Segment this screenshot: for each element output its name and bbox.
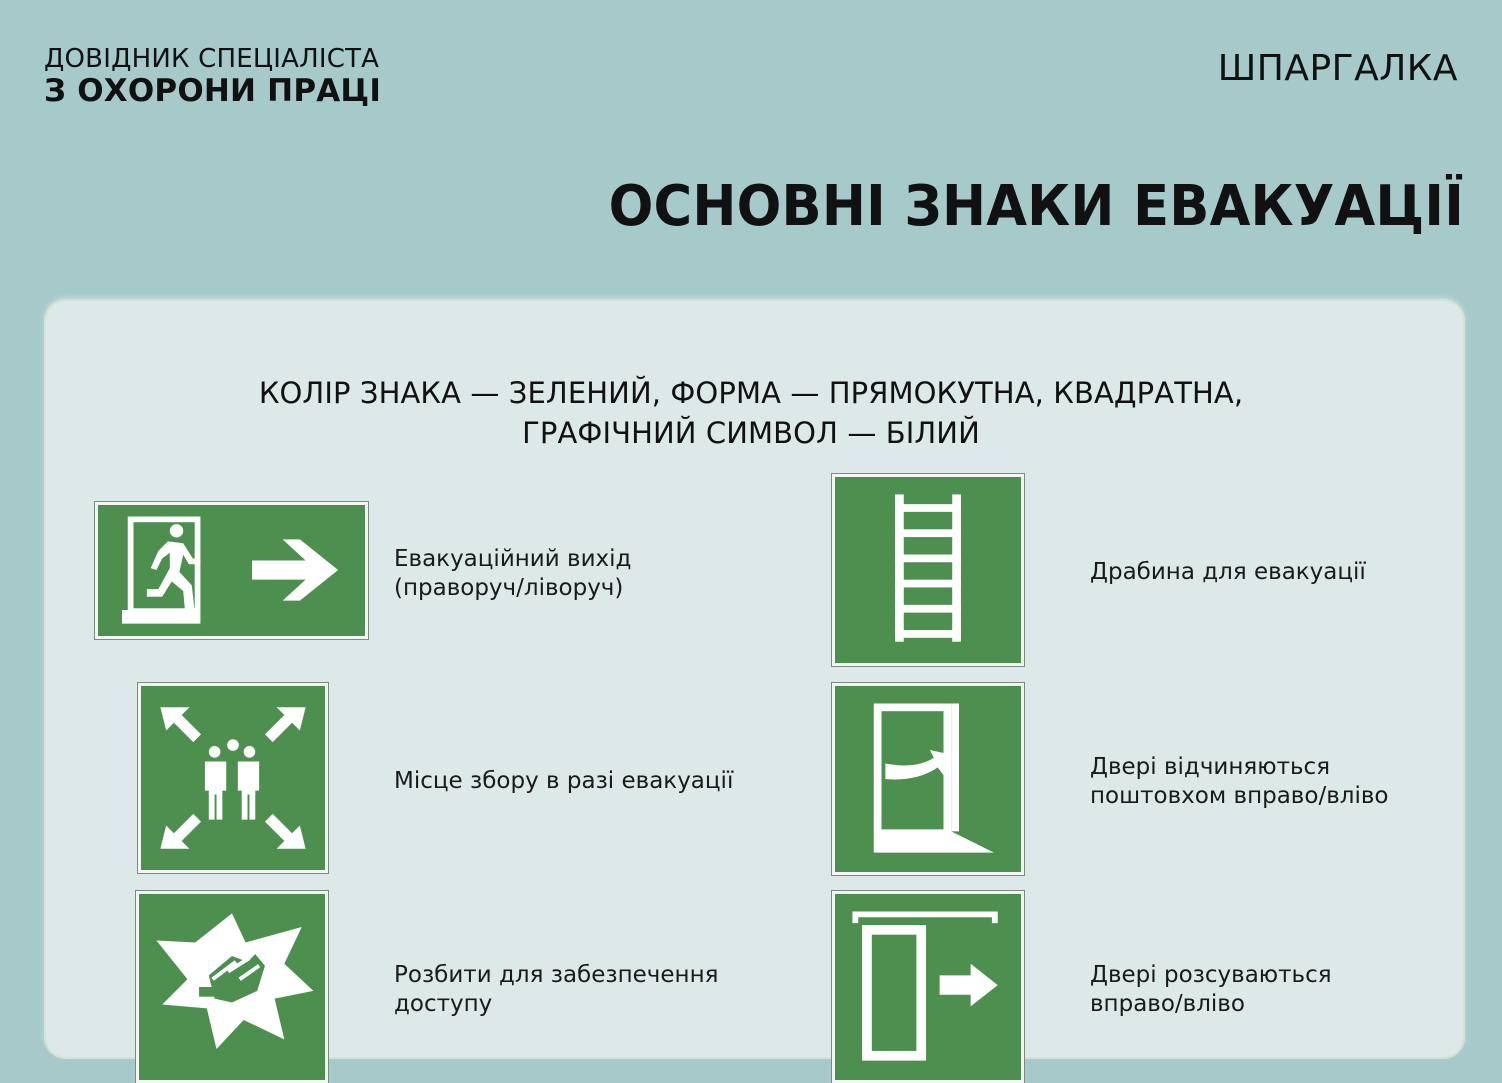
brand (44, 46, 381, 108)
assembly-point-sign (138, 683, 328, 873)
push-door-sign (832, 683, 1024, 875)
sliding-door-label (1090, 961, 1332, 1019)
ladder-sign-label (1090, 558, 1366, 587)
ladder-icon (835, 477, 1021, 663)
card-subtitle (0, 373, 1502, 453)
break-glass-sign (136, 891, 328, 1083)
label-line-1: Розбити для забезпечення (394, 962, 719, 988)
subtitle-line-2: ГРАФІЧНИЙ СИМВОЛ — БІЛИЙ (522, 416, 980, 450)
label-line-2: вправо/вліво (1090, 991, 1245, 1017)
subtitle-line-1: КОЛІР ЗНАКА — ЗЕЛЕНИЙ, ФОРМА — ПРЯМОКУТНА, КВАДРАТНА, (258, 376, 1244, 410)
push-door-icon (835, 686, 1021, 872)
label-line-1: Місце збору в разі евакуації (394, 768, 734, 794)
ladder-sign (832, 474, 1024, 666)
sliding-door-icon (835, 894, 1021, 1080)
push-door-label (1090, 753, 1388, 811)
exit-sign (95, 502, 368, 639)
label-line-1: Евакуаційний вихід (394, 546, 632, 572)
brand-line-2: З ОХОРОНИ ПРАЦІ (44, 73, 382, 110)
exit-sign-label (394, 545, 631, 603)
label-line-2: поштовхом вправо/вліво (1090, 783, 1389, 809)
label-line-2: доступу (394, 991, 493, 1017)
sliding-door-sign (832, 891, 1024, 1083)
break-glass-label (394, 961, 718, 1019)
assembly-point-label (394, 767, 733, 796)
label-line-1: Двері відчиняються (1090, 754, 1331, 780)
exit-running-man-arrow-icon (98, 505, 365, 636)
page-title: ОСНОВНІ ЗНАКИ ЕВАКУАЦІЇ (608, 174, 1464, 239)
label-line-1: Драбина для евакуації (1090, 559, 1366, 585)
label-line-2: (праворуч/ліворуч) (394, 575, 624, 601)
assembly-point-icon (141, 686, 325, 870)
brand-line-1: ДОВІДНИК СПЕЦІАЛІСТА (44, 44, 380, 74)
break-glass-icon (139, 894, 325, 1080)
document-kind: ШПАРГАЛКА (1217, 48, 1458, 89)
label-line-1: Двері розсуваються (1090, 962, 1332, 988)
